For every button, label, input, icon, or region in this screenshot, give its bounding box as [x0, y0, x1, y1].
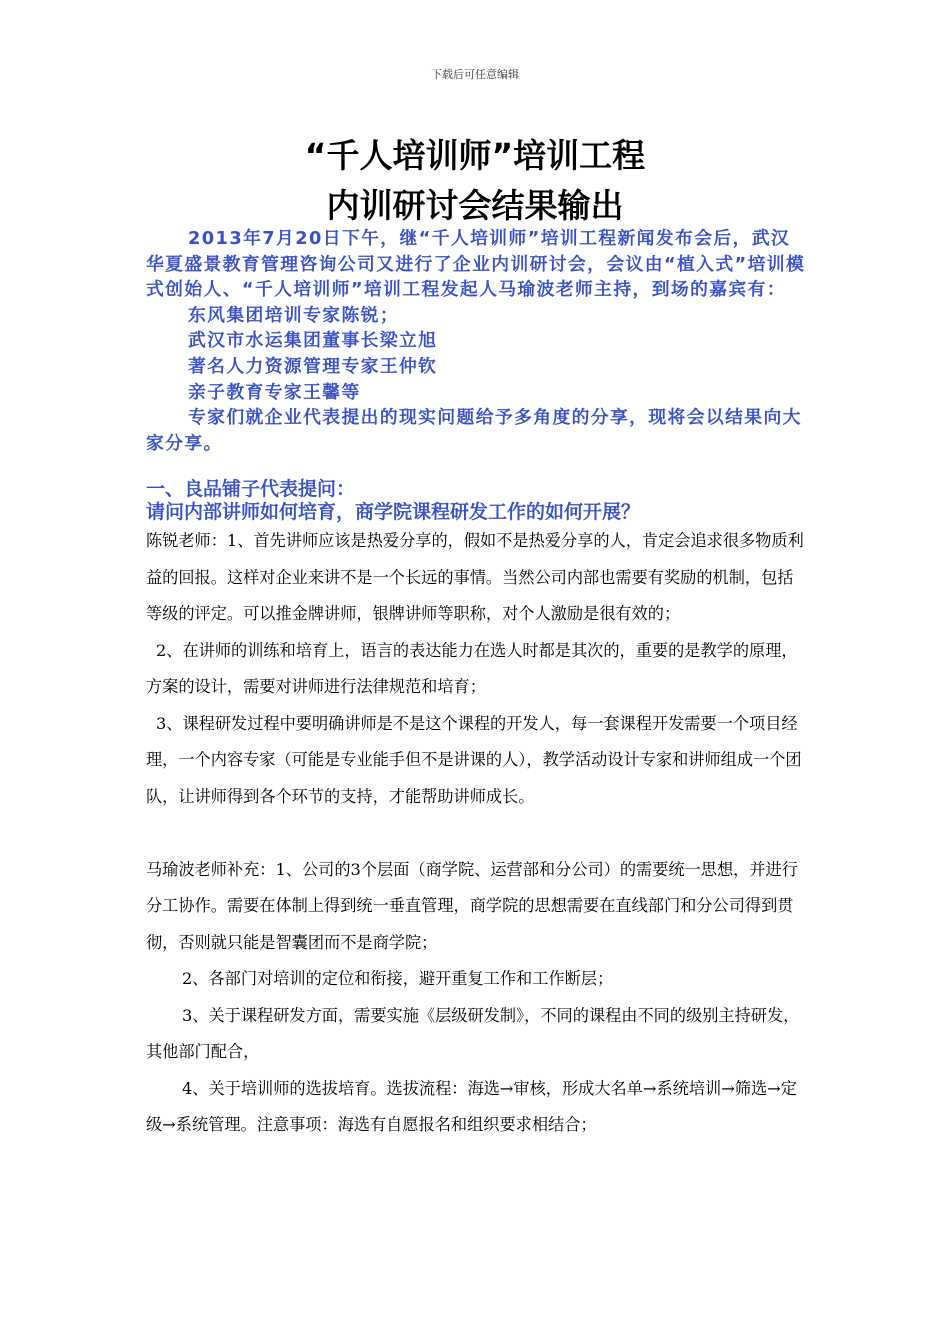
intro-section [146, 226, 806, 456]
intro-closing: 专家们就企业代表提出的现实问题给予多角度的分享，现将会以结果向大家分享。 [146, 407, 802, 454]
answer-paragraph: 马瑜波老师补充：1、公司的3个层面（商学院、运营部和分公司）的需要统一思想，并进行分工协作。需要在体制上得到统一垂直管理，商学院的思想需要在直线部门和分公司得到贯彻，否则就只能是智囊团而不是商学院； [146, 859, 798, 952]
section-heading: 一、良品铺子代表提问： [146, 478, 356, 500]
document-title: “千人培训师”培训工程 [304, 136, 646, 175]
answer-paragraph: 陈锐老师：1、首先讲师应该是热爱分享的，假如不是热爱分享的人，肯定会追求很多物质利益的回报。这样对企业来讲不是一个长远的事情。当然公司内部也需要有奖励的机制，包括等级的评定。可以推金牌讲师，银牌讲师等职称，对个人激励是很有效的； [146, 531, 804, 623]
answer-paragraph: 3、课程研发过程中要明确讲师是不是这个课程的开发人，每一套课程开发需要一个项目经理，一个内容专家（可能是专业能手但不是讲课的人），教学活动设计专家和讲师组成一个团队，让讲师得到各个环节的支持，才能帮助讲师成长。 [146, 713, 802, 806]
guest-item: 武汉市水运集团董事长梁立旭 [188, 330, 438, 352]
intro-paragraph: 2013年7月20日下午，继“千人培训师”培训工程新闻发布会后，武汉华夏盛景教育管理咨询公司又进行了企业内训研讨会，会议由“植入式”培训模式创始人、“千人培训师”培训工程发起人马瑜波老师主持，到场的嘉宾有： [146, 228, 806, 301]
guest-item: 东风集团培训专家陈锐； [188, 304, 399, 326]
guest-item: 著名人力资源管理专家王仲钦 [188, 355, 438, 377]
document-subtitle: 内训研讨会结果输出 [326, 186, 624, 225]
answer-paragraph: 3、关于课程研发方面，需要实施《层级研发制》，不同的课程由不同的级别主持研发，其他部门配合， [146, 1005, 800, 1061]
answer-paragraph: 2、各部门对培训的定位和衔接，避开重复工作和工作断层； [182, 969, 614, 988]
guest-item: 亲子教育专家王馨等 [188, 381, 361, 403]
paragraph-spacer [146, 815, 808, 852]
answer-paragraph: 2、在讲师的训练和培育上，语言的表达能力在选人时都是其次的，重要的是教学的原理，方案的设计，需要对讲师进行法律规范和培育； [146, 640, 798, 696]
answer-paragraph: 4、关于培训师的选拔培育。选拔流程：海选→审核，形成大名单→系统培训→筛选→定级→系统管理。注意事项：海选有自愿报名和组织要求相结合； [146, 1078, 797, 1134]
section-question: 请问内部讲师如何培育，商学院课程研发工作的如何开展？ [146, 501, 641, 523]
header-note: 下载后可任意编辑 [431, 68, 519, 81]
answer-body [146, 523, 808, 1144]
